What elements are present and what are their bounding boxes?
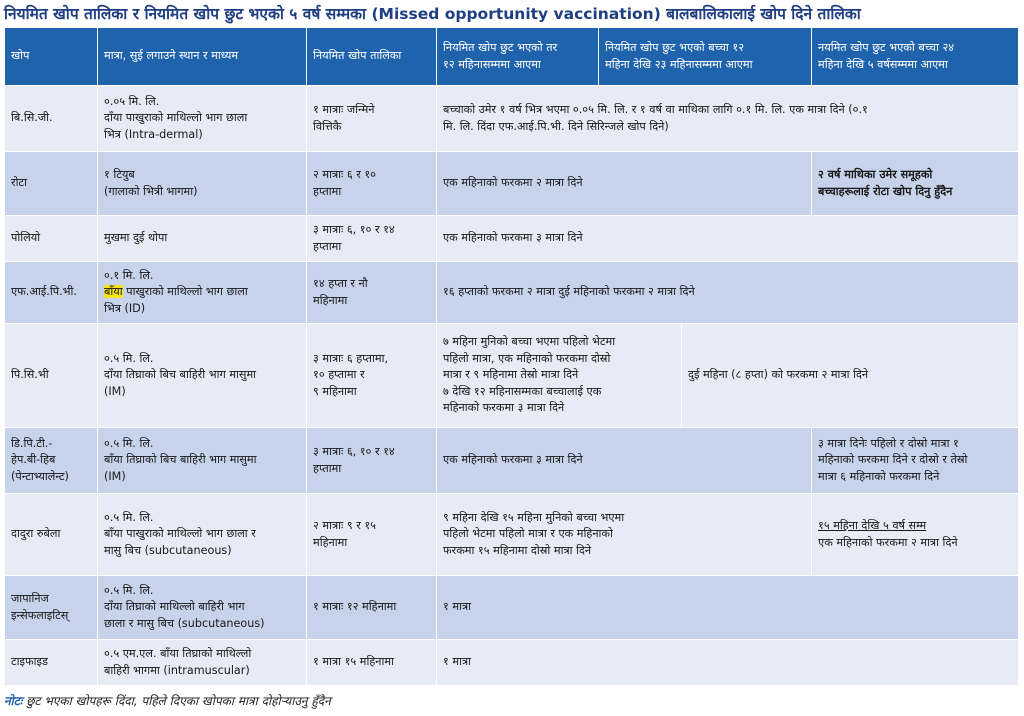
header-dose-site: मात्रा, सुई लगाउने स्थान र माध्यम	[98, 28, 307, 86]
dose-site: ०.५ मि. लि. बाँया पाखुराको माथिल्लो भाग छाला र मासु बिच (subcutaneous)	[98, 494, 307, 576]
dose-site: ०.५ मि. लि. बाँया तिघ्राको बिच बाहिरी भाग मासुमा (IM)	[98, 428, 307, 494]
catchup-schedule: १ मात्रा	[437, 640, 1019, 686]
header-routine: नियमित खोप तालिका	[307, 28, 437, 86]
routine-schedule: १ मात्रा १५ महिनामा	[307, 640, 437, 686]
table-row	[5, 324, 1019, 428]
routine-schedule: १ मात्राः १२ महिनामा	[307, 576, 437, 640]
header-row	[5, 28, 1019, 86]
footnote-text: छुट भएका खोपहरू दिंदा, पहिले दिएका खोपका मात्रा दोहोऱ्याउनु हुँदैन	[22, 694, 331, 708]
header-missed-12-23: नियमित खोप छुट भएको बच्चा १२ महिना देखि २३ महिनासम्ममा आएमा	[599, 28, 812, 86]
dose-site: ०.०५ मि. लि. दाँया पाखुराको माथिल्लो भाग छाला भित्र (Intra-dermal)	[98, 86, 307, 152]
routine-schedule: १ मात्राः जन्मिने वित्तिकै	[307, 86, 437, 152]
vaccine-name: बि.सि.जी.	[5, 86, 98, 152]
table-row	[5, 576, 1019, 640]
dose-site: १ टियुब (गालाको भित्री भागमा)	[98, 152, 307, 216]
header-missed-24-5y: नयमित खोप छुट भएको बच्चा २४ महिना देखि ५ वर्षसम्ममा आएमा	[812, 28, 1019, 86]
vaccine-name: जापानिज इन्सेफलाइटिस्	[5, 576, 98, 640]
table-row	[5, 640, 1019, 686]
routine-schedule: १४ हप्ता र नौ महिनामा	[307, 262, 437, 324]
catchup-schedule: एक महिनाको फरकमा ३ मात्रा दिने	[437, 428, 812, 494]
catchup-24-5y: ३ मात्रा दिनेः पहिलो र दोस्रो मात्रा १ महिनाको फरकमा दिने र दोस्रो र तेस्रो मात्रा ६ महिनाको फरकमा दिने	[812, 428, 1019, 494]
dose-site: ०.५ मि. लि. दाँया तिघ्राको बिच बाहिरी भाग मासुमा (IM)	[98, 324, 307, 428]
highlighted-text: बाँया	[104, 285, 123, 299]
dose-site: ०.५ मि. लि. दाँया तिघ्राको माथिल्लो बाहिरी भाग छाला र मासु बिच (subcutaneous)	[98, 576, 307, 640]
header-vaccine: खोप	[5, 28, 98, 86]
catchup-later: दुई महिना (८ हप्ता) को फरकमा २ मात्रा दिने	[682, 324, 1019, 428]
catchup-early: ९ महिना देखि १५ महिना मुनिको बच्चा भएमा पहिलो भेटमा पहिलो मात्रा र एक महिनाको फरकमा १५ महिनामा दोस्रो मात्रा दिने	[437, 494, 812, 576]
vaccine-name: दादुरा रुबेला	[5, 494, 98, 576]
footnote-label: नोटः	[4, 694, 23, 708]
routine-schedule: २ मात्राः ६ र १० हप्तामा	[307, 152, 437, 216]
dose-site: मुखमा दुई थोपा	[98, 216, 307, 262]
page-title: नियमित खोप तालिका र नियमित खोप छुट भएको ५ वर्ष सम्मका (Missed opportunity vaccination) बालबालिकालाई खोप दिने तालिका	[4, 5, 861, 23]
table-row	[5, 152, 1019, 216]
table-row	[5, 262, 1019, 324]
table-row	[5, 494, 1019, 576]
table-row	[5, 216, 1019, 262]
dose-site: ०.१ मि. लि. बाँया पाखुराको माथिल्लो भाग छाला भित्र (ID)	[98, 262, 307, 324]
catchup-lt12: ७ महिना मुनिको बच्चा भएमा पहिलो भेटमा पहिलो मात्रा, एक महिनाको फरकमा दोस्रो मात्रा र ९ महिनामा तेस्रो मात्रा दिने ७ देखि १२ महिनासम्मका बच्चालाई एक महिनाको फरकमा ३ मात्रा दिने	[437, 324, 682, 428]
catchup-schedule: १ मात्रा	[437, 576, 1019, 640]
routine-schedule: २ मात्राः ९ र १५ महिनामा	[307, 494, 437, 576]
routine-schedule: ३ मात्राः ६, १० र १४ हप्तामा	[307, 428, 437, 494]
catchup-schedule: एक महिनाको फरकमा २ मात्रा दिने	[437, 152, 812, 216]
footnote	[4, 691, 331, 711]
catchup-schedule: १६ हप्ताको फरकमा २ मात्रा दुई महिनाको फरकमा २ मात्रा दिने	[437, 262, 1019, 324]
catchup-schedule: बच्चाको उमेर १ वर्ष भित्र भएमा ०.०५ मि. लि. र १ वर्ष वा माथिका लागि ०.१ मि. लि. एक मात्रा दिने (०.१ मि. लि. दिंदा एफ.आई.पि.भी. दिने सिरिन्जले खोप दिने)	[437, 86, 1019, 152]
routine-schedule: ३ मात्राः ६, १० र १४ हप्तामा	[307, 216, 437, 262]
routine-schedule: ३ मात्राः ६ हप्तामा, १० हप्तामा र ९ महिनामा	[307, 324, 437, 428]
catchup-late: १५ महिना देखि ५ वर्ष सम्म एक महिनाको फरकमा २ मात्रा दिने	[812, 494, 1019, 576]
dose-site: ०.५ एम.एल. बाँया तिघ्राको माथिल्लो बाहिरी भागमा (intramuscular)	[98, 640, 307, 686]
table-row	[5, 428, 1019, 494]
vaccine-name: डि.पि.टी.- हेप.बी-हिब (पेन्टाभ्यालेन्ट)	[5, 428, 98, 494]
header-missed-lt12: नियमित खोप छुट भएको तर १२ महिनासम्ममा आएमा	[437, 28, 599, 86]
vaccine-name: एफ.आई.पि.भी.	[5, 262, 98, 324]
rota-age-restriction: २ वर्ष माथिका उमेर समूहको बच्चाहरूलाई रोटा खोप दिनु हुँदैन	[812, 152, 1019, 216]
vaccine-name: पोलियो	[5, 216, 98, 262]
vaccine-name: पि.सि.भी	[5, 324, 98, 428]
vaccine-name: रोटा	[5, 152, 98, 216]
table-row	[5, 86, 1019, 152]
vaccination-table	[4, 27, 1019, 686]
vaccine-name: टाइफाइड	[5, 640, 98, 686]
catchup-schedule: एक महिनाको फरकमा ३ मात्रा दिने	[437, 216, 1019, 262]
